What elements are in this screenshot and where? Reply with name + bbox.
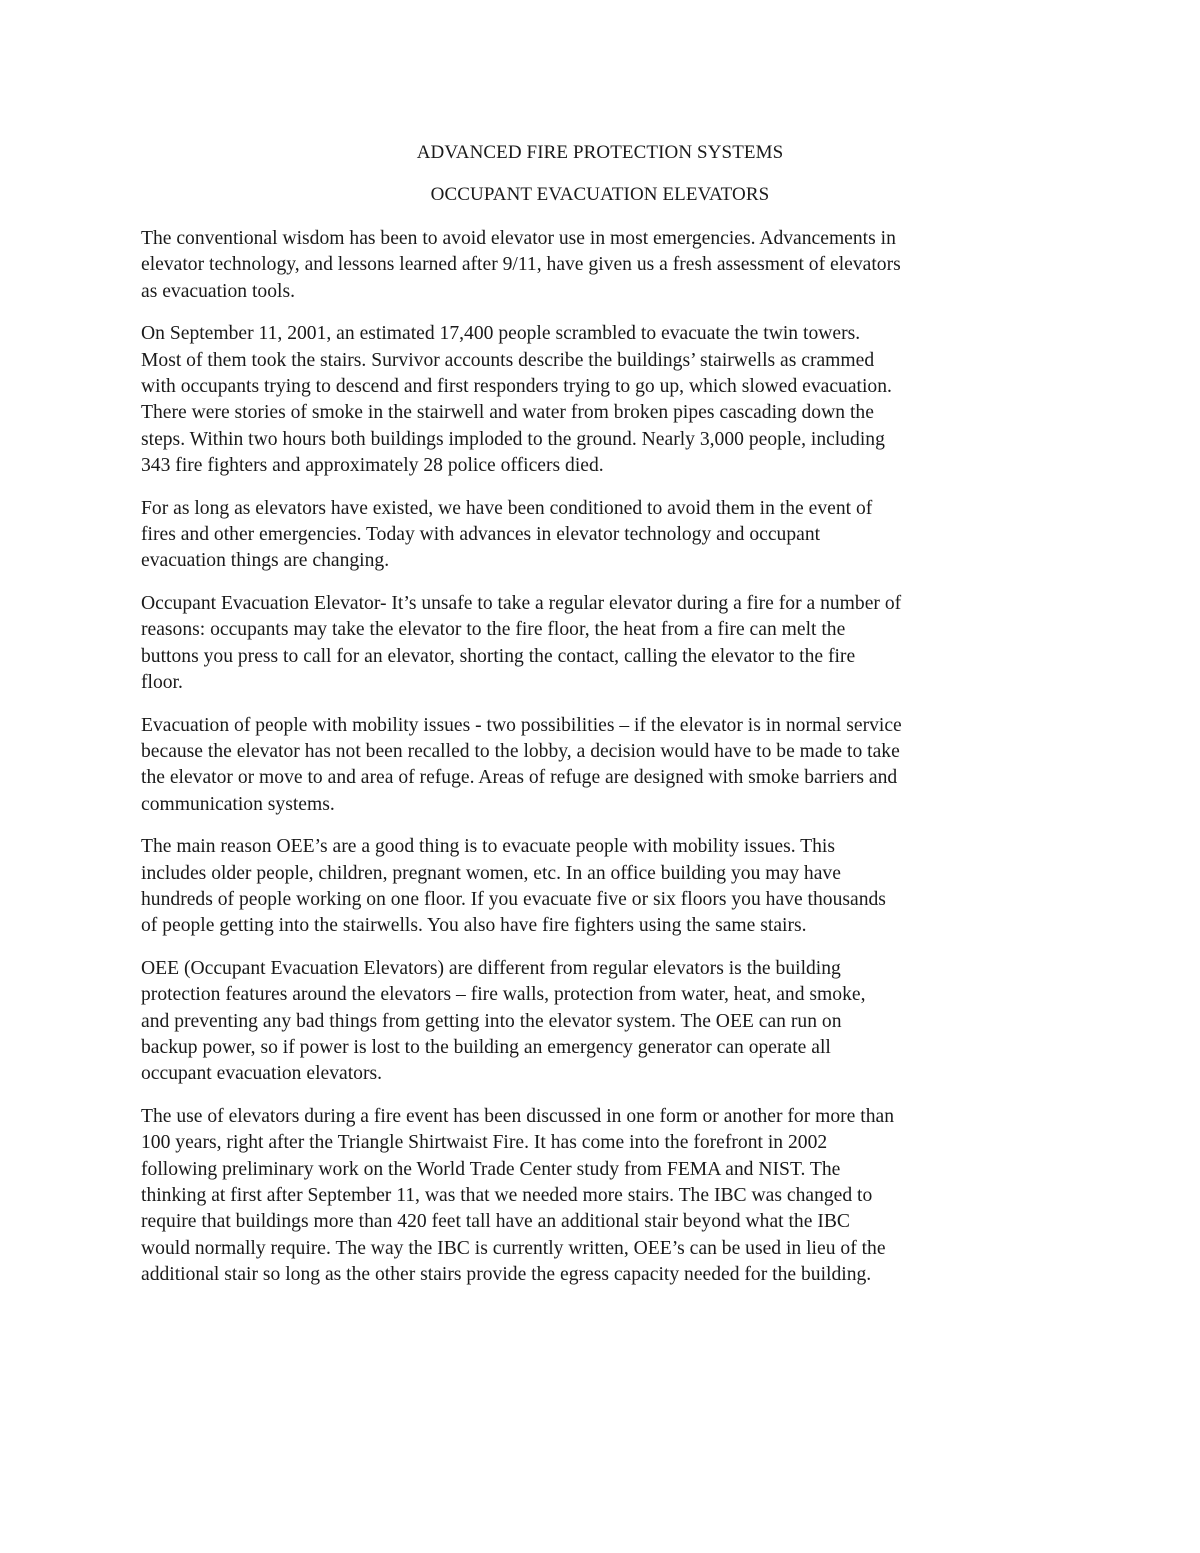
text-line: fires and other emergencies. Today with advances in elevator technology and occupant	[141, 524, 821, 546]
text-line: of people getting into the stairwells. You also have fire fighters using the same stairs.	[141, 915, 807, 937]
paragraph-september-11	[141, 321, 1063, 479]
text-line: floor.	[141, 672, 183, 694]
text-line: For as long as elevators have existed, we have been conditioned to avoid them in the event of	[141, 497, 873, 519]
title-block	[0, 140, 1200, 224]
paragraph-intro	[141, 226, 1063, 305]
text-line: 100 years, right after the Triangle Shirtwaist Fire. It has come into the forefront in 2002	[141, 1132, 828, 1154]
text-line: buttons you press to call for an elevator, shorting the contact, calling the elevator to the fire	[141, 645, 856, 667]
text-line: communication systems.	[141, 793, 335, 815]
paragraph-history	[141, 1104, 1063, 1289]
text-line: because the elevator has not been recalled to the lobby, a decision would have to be made to take	[141, 740, 900, 762]
text-line: backup power, so if power is lost to the building an emergency generator can operate all	[141, 1036, 831, 1058]
text-line: steps. Within two hours both buildings imploded to the ground. Nearly 3,000 people, including	[141, 428, 885, 450]
document-title: ADVANCED FIRE PROTECTION SYSTEMS	[416, 142, 784, 163]
paragraph-unsafe-elevator	[141, 591, 1063, 697]
text-line: the elevator or move to and area of refuge. Areas of refuge are designed with smoke barriers and	[141, 767, 898, 789]
text-line: and preventing any bad things from getting into the elevator system. The OEE can run on	[141, 1010, 842, 1032]
text-line: additional stair so long as the other stairs provide the egress capacity needed for the building.	[141, 1264, 872, 1286]
text-line: protection features around the elevators – fire walls, protection from water, heat, and smoke,	[141, 984, 866, 1006]
text-line: hundreds of people working on one floor. If you evacuate five or six floors you have thousands	[141, 888, 886, 910]
text-line: OEE (Occupant Evacuation Elevators) are different from regular elevators is the building	[141, 957, 841, 979]
text-line: following preliminary work on the World Trade Center study from FEMA and NIST. The	[141, 1158, 841, 1180]
text-line: Most of them took the stairs. Survivor accounts describe the buildings’ stairwells as crammed	[141, 349, 875, 371]
paragraph-mobility-issues	[141, 713, 1063, 819]
text-line: Evacuation of people with mobility issues - two possibilities – if the elevator is in normal service	[141, 714, 902, 736]
text-line: would normally require. The way the IBC is currently written, OEE’s can be used in lieu of the	[141, 1237, 886, 1259]
text-line: occupant evacuation elevators.	[141, 1063, 382, 1085]
text-line: as evacuation tools.	[141, 280, 295, 302]
text-line: 343 fire fighters and approximately 28 police officers died.	[141, 455, 604, 477]
text-line: require that buildings more than 420 feet tall have an additional stair beyond what the IBC	[141, 1211, 850, 1233]
paragraph-oee-differences	[141, 956, 1063, 1088]
text-line: Occupant Evacuation Elevator- It’s unsafe to take a regular elevator during a fire for a number of	[141, 592, 902, 614]
text-line: thinking at first after September 11, was that we needed more stairs. The IBC was changed to	[141, 1185, 873, 1206]
document-body	[141, 226, 1063, 1305]
text-line: There were stories of smoke in the stairwell and water from broken pipes cascading down the	[141, 402, 874, 424]
paragraph-conditioning	[141, 496, 1063, 575]
text-line: evacuation things are changing.	[141, 550, 390, 572]
text-line: with occupants trying to descend and first responders trying to go up, which slowed evacuation.	[141, 376, 892, 398]
document-subtitle: OCCUPANT EVACUATION ELEVATORS	[430, 184, 770, 205]
text-line: The conventional wisdom has been to avoid elevator use in most emergencies. Advancements in	[141, 228, 896, 249]
text-line: The use of elevators during a fire event has been discussed in one form or another for more than	[141, 1105, 895, 1127]
text-line: On September 11, 2001, an estimated 17,400 people scrambled to evacuate the twin towers.	[141, 323, 861, 345]
text-line: reasons: occupants may take the elevator to the fire floor, the heat from a fire can melt the	[141, 619, 846, 641]
paragraph-main-reason	[141, 834, 1063, 940]
text-line: The main reason OEE’s are a good thing is to evacuate people with mobility issues. This	[141, 836, 835, 858]
text-line: elevator technology, and lessons learned after 9/11, have given us a fresh assessment of elevators	[141, 254, 901, 276]
text-line: includes older people, children, pregnant women, etc. In an office building you may have	[141, 862, 841, 884]
